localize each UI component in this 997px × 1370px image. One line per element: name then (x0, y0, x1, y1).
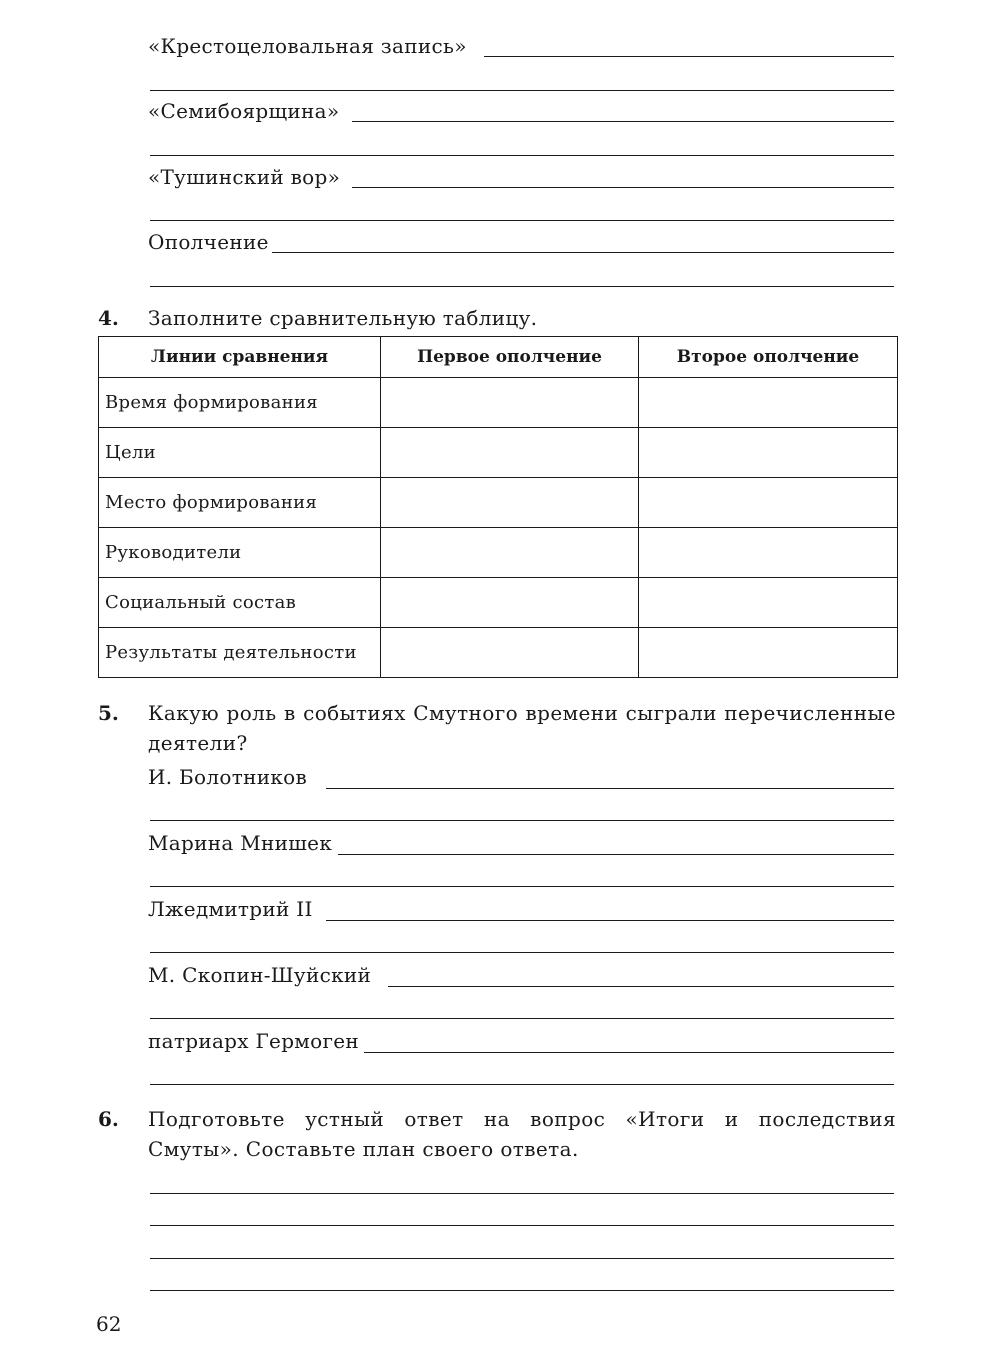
table-row (99, 528, 898, 578)
row-label-cell: Социальный состав (99, 578, 381, 628)
answer-line[interactable] (364, 1052, 894, 1053)
task-4-number: 4. (98, 306, 119, 330)
answer-line[interactable] (150, 820, 894, 821)
person-label-germogen: патриарх Гермоген (148, 1029, 360, 1053)
answer-line[interactable] (150, 1193, 894, 1194)
person-label-skopin-shuisky: М. Скопин-Шуйский (148, 963, 372, 987)
table-header-cell: Второе ополчение (639, 337, 898, 378)
row-label-cell: Руководители (99, 528, 381, 578)
task-6-text: Подготовьте устный ответ на вопрос «Итоги и последствия Смуты». Составьте план своего ответа. (148, 1107, 896, 1161)
person-label-lzhedmitry: Лжедмитрий II (148, 897, 313, 921)
task-4-text: Заполните сравнительную таблицу. (148, 306, 538, 330)
answer-cell[interactable] (381, 578, 639, 628)
table-row (99, 378, 898, 428)
answer-cell[interactable] (381, 428, 639, 478)
answer-line[interactable] (272, 252, 894, 253)
person-label-mnishek: Марина Мнишек (148, 831, 333, 855)
answer-cell[interactable] (381, 528, 639, 578)
table-header-row (99, 337, 898, 378)
answer-line[interactable] (150, 1290, 894, 1291)
answer-cell[interactable] (639, 578, 898, 628)
answer-cell[interactable] (381, 478, 639, 528)
table-row (99, 628, 898, 678)
answer-cell[interactable] (639, 528, 898, 578)
page-number: 62 (96, 1312, 122, 1336)
term-label-opolchenie: Ополчение (148, 230, 269, 254)
answer-line[interactable] (326, 920, 894, 921)
answer-line[interactable] (150, 220, 894, 221)
answer-line[interactable] (326, 788, 894, 789)
term-label-semiboyarshchina: «Семибоярщина» (148, 99, 340, 123)
answer-cell[interactable] (639, 478, 898, 528)
answer-line[interactable] (352, 187, 894, 188)
term-label-krestocelovalnaya: «Крестоцеловальная запись» (148, 34, 467, 58)
table-row (99, 478, 898, 528)
answer-line[interactable] (150, 1084, 894, 1085)
answer-cell[interactable] (381, 378, 639, 428)
task-5-text: Какую роль в событиях Смутного времени сыграли перечисленные деятели? (148, 701, 896, 755)
answer-line[interactable] (150, 886, 894, 887)
answer-line[interactable] (150, 1258, 894, 1259)
answer-line[interactable] (150, 1225, 894, 1226)
table-row (99, 428, 898, 478)
answer-line[interactable] (484, 56, 894, 57)
task-6-number: 6. (98, 1107, 119, 1131)
answer-line[interactable] (150, 1018, 894, 1019)
answer-cell[interactable] (381, 628, 639, 678)
answer-line[interactable] (338, 854, 894, 855)
table-row (99, 578, 898, 628)
answer-line[interactable] (150, 286, 894, 287)
row-label-cell: Результаты деятельности (99, 628, 381, 678)
table-header-cell: Линии сравнения (99, 337, 381, 378)
term-label-tushinsky-vor: «Тушинский вор» (148, 165, 341, 189)
answer-cell[interactable] (639, 378, 898, 428)
row-label-cell: Место формирования (99, 478, 381, 528)
row-label-cell: Время формирования (99, 378, 381, 428)
answer-line[interactable] (150, 155, 894, 156)
answer-line[interactable] (388, 986, 894, 987)
answer-line[interactable] (150, 952, 894, 953)
comparison-table (98, 336, 898, 678)
task-5-number: 5. (98, 701, 119, 725)
answer-cell[interactable] (639, 628, 898, 678)
answer-cell[interactable] (639, 428, 898, 478)
row-label-cell: Цели (99, 428, 381, 478)
table-header-cell: Первое ополчение (381, 337, 639, 378)
answer-line[interactable] (352, 121, 894, 122)
answer-line[interactable] (150, 90, 894, 91)
person-label-bolotnikov: И. Болотников (148, 765, 308, 789)
